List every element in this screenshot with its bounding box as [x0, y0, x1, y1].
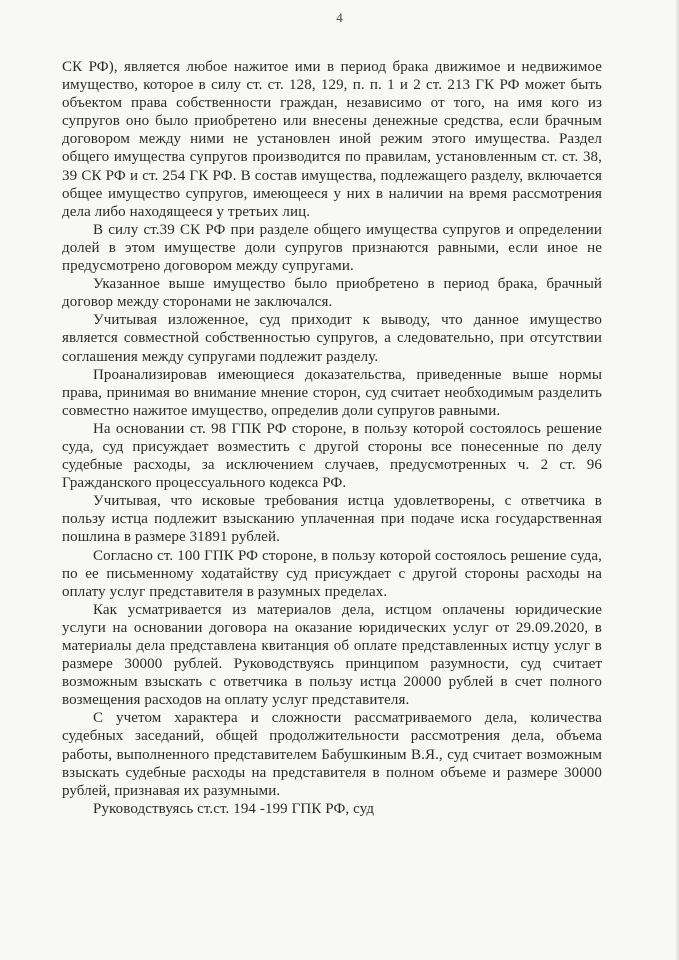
paragraph-court-conclusion: Учитывая изложенное, суд приходит к выводу, что данное имущество является совместной собственностью супругов, а следовательно, при отсутствии соглашения между супругами подлежит разделу.	[62, 312, 602, 365]
paragraph-representative-costs: С учетом характера и сложности рассматриваемого дела, количества судебных заседаний, общей продолжительности рассмотрения дела, объема работы, выполненного представителем Бабушкиным В.Я., суд считает возможным взыскать судебные расходы на представителя в полном объеме и размере 30000 рублей, признавая их разумными.	[62, 710, 602, 799]
paragraph-evidence-analysis: Проанализировав имеющиеся доказательства, приведенные выше нормы права, принимая во внимание мнение сторон, суд считает необходимым разделить совместно нажитое имущество, определив доли супругов равными.	[62, 366, 602, 419]
paragraph-state-duty: Учитывая, что исковые требования истца удовлетворены, с ответчика в пользу истца подлежит взысканию уплаченная при подаче иска государственная пошлина в размере 31891 рублей.	[62, 493, 602, 546]
paragraph-property-acquired: Указанное выше имущество было приобретено в период брака, брачный договор между сторонами не заключался.	[62, 276, 602, 311]
paragraph-continuation: СК РФ), является любое нажитое ими в период брака движимое и недвижимое имущество, которое в силу ст. ст. 128, 129, п. п. 1 и 2 ст. 213 ГК РФ может быть объектом права собственности граждан, независимо от того, на имя кого из супругов оно было приобретено или внесены денежные средства, если брачным договором между ними не установлен иной режим этого имущества. Раздел общего имущества супругов производится по правилам, установленным ст. ст. 38, 39 СК РФ и ст. 254 ГК РФ. В состав имущества, подлежащего разделу, включается общее имущество супругов, имеющееся у них в наличии на время рассмотрения дела либо находящееся у третьих лиц.	[62, 59, 602, 220]
document-body	[62, 58, 602, 818]
paragraph-article-100: Согласно ст. 100 ГПК РФ стороне, в пользу которой состоялось решение суда, по ее письменному ходатайству суд присуждает с другой стороны расходы на оплату услуг представителя в разумных пределах.	[62, 547, 602, 600]
paragraph-guided-by: Руководствуясь ст.ст. 194 -199 ГПК РФ, суд	[93, 800, 375, 817]
paragraph-legal-services: Как усматривается из материалов дела, истцом оплачены юридические услуги на основании договора на оказание юридических услуг от 29.09.2020, в материалы дела представлена квитанция об оплате представленных истцу услуг в размере 30000 рублей. Руководствуясь принципом разумности, суд считает возможным взыскать с ответчика в пользу истца 20000 рублей в счет полного возмещения расходов на оплату услуг представителя.	[62, 601, 602, 709]
page-number: 4	[336, 10, 343, 25]
paragraph-article-98: На основании ст. 98 ГПК РФ стороне, в пользу которой состоялось решение суда, суд присуждает возместить с другой стороны все понесенные по делу судебные расходы, за исключением случаев, предусмотренных ч. 2 ст. 96 Гражданского процессуального кодекса РФ.	[62, 420, 602, 492]
paragraph-equal-shares: В силу ст.39 СК РФ при разделе общего имущества супругов и определении долей в этом имуществе доли супругов признаются равными, если иное не предусмотрено договором между супругами.	[62, 221, 602, 275]
